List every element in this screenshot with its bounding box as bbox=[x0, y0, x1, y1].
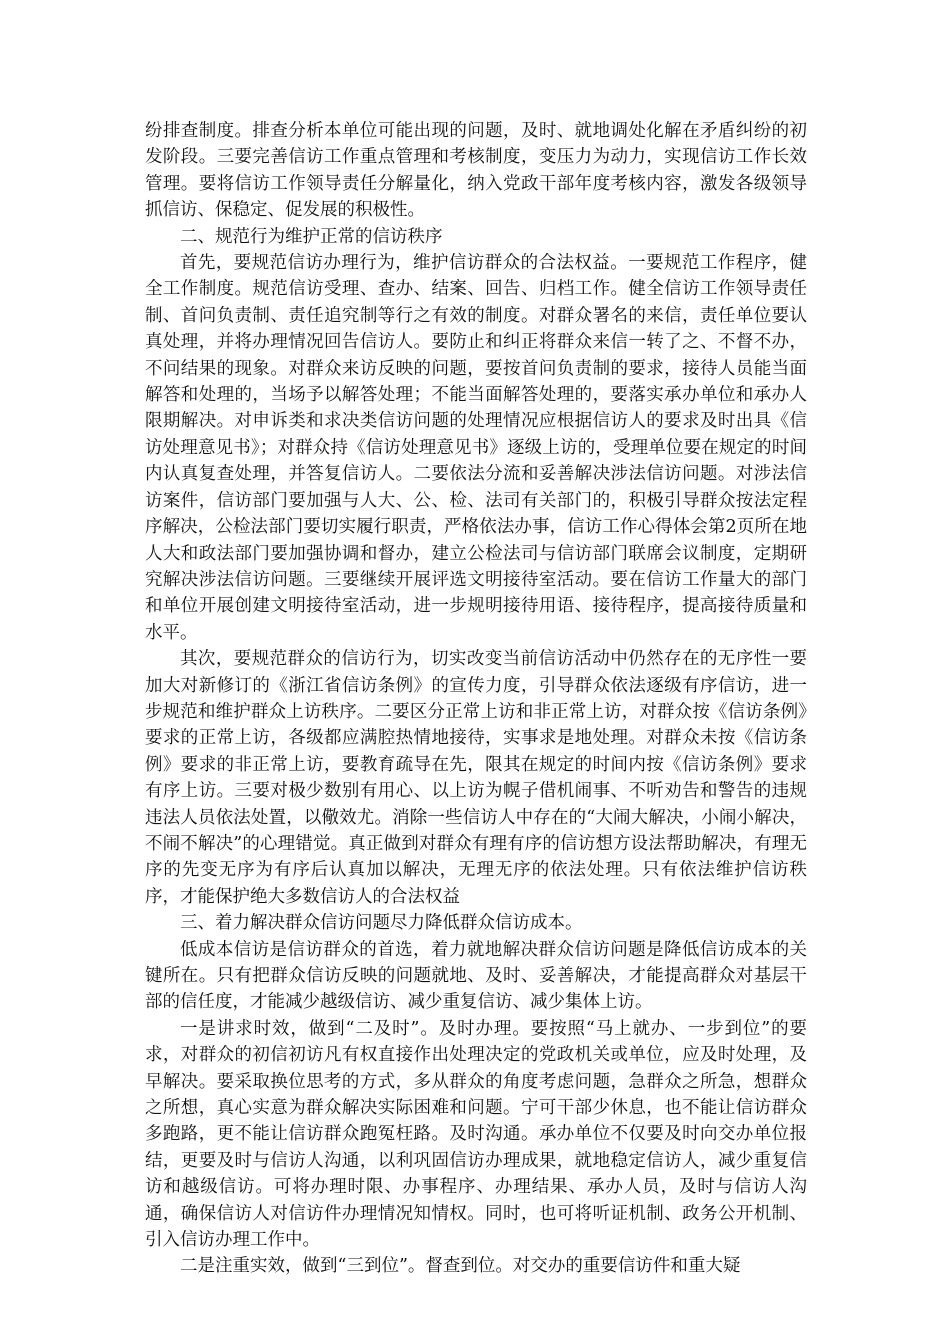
paragraph-5: 一是讲求时效，做到“二及时”。及时办理。要按照“马上就办、一步到位”的要求，对群众的初信初访凡有权直接作出处理决定的党政机关或单位，应及时处理，及早解决。要采取换位思考的方式，多从群众的角度考虑问题，急群众之所急，想群众之所想，真心实意为群众解决实际困难和问题。宁可干部少休息，也不能让信访群众多跑路，更不能让信访群众跑冤枉路。及时沟通。承办单位不仅要及时向交办单位报结，更要及时与信访人沟通，以利巩固信访办理成果，就地稳定信访人，减少重复信访和越级信访。可将办理时限、办事程序、办理结果、承办人员，及时与信访人沟通，确保信访人对信访件办理情况知情权。同时，也可将听证机制、政务公开机制、引入信访办理工作中。 bbox=[145, 1018, 807, 1251]
paragraph-2: 首先，要规范信访办理行为，维护信访群众的合法权益。一要规范工作程序，健全工作制度。规范信访受理、查办、结案、回告、归档工作。健全信访工作领导责任制、首问负责制、责任追究制等行之有效的制度。对群众署名的来信，责任单位要认真处理，并将办理情况回告信访人。要防止和纠正将群众来信一转了之、不督不办，不问结果的现象。对群众来访反映的问题，要按首问负责制的要求，接待人员能当面解答和处理的，当场予以解答处理；不能当面解答处理的，要落实承办单位和承办人限期解决。对申诉类和求决类信访问题的处理情况应根据信访人的要求及时出具《信访处理意见书》；对群众持《信访处理意见书》逐级上访的，受理单位要在规定的时间内认真复查处理，并答复信访人。二要依法分流和妥善解决涉法信访问题。对涉法信访案件，信访部门要加强与人大、公、检、法司有关部门的，积极引导群众按法定程序解决，公检法部门要切实履行职责，严格依法办事，信访工作心得体会第2页所在地人大和政法部门要加强协调和督办，建立公检法司与信访部门联席会议制度，定期研究解决涉法信访问题。三要继续开展评选文明接待室活动。要在信访工作量大的部门和单位开展创建文明接待室活动，进一步规明接待用语、接待程序，提高接待质量和水平。 bbox=[145, 253, 807, 643]
paragraph-3: 其次，要规范群众的信访行为，切实改变当前信访活动中仍然存在的无序性一要加大对新修订的《浙江省信访条例》的宣传力度，引导群众依法逐级有序信访，进一步规范和维护群众上访秩序。二要区分正常上访和非正常上访，对群众按《信访条例》要求的正常上访，各级都应满腔热情地接待，实事求是地处理。对群众未按《信访条例》要求的非正常上访，要教育疏导在先，限其在规定的时间内按《信访条例》要求有序上访。三要对极少数别有用心、以上访为幌子借机闹事、不听劝告和警告的违规违法人员依法处置，以儆效尤。消除一些信访人中存在的“大闹大解决，小闹小解决，不闹不解决”的心理错觉。真正做到对群众有理有序的信访想方设法帮助解决，有理无序的先变无序为有序后认真加以解决，无理无序的依法处理。只有依法维护信访秩序，才能保护绝大多数信访人的合法权益 bbox=[145, 649, 807, 907]
paragraph-6: 二是注重实效，做到“三到位”。督查到位。对交办的重要信访件和重大疑 bbox=[180, 1256, 741, 1277]
paragraph-1: 纷排查制度。排查分析本单位可能出现的问题，及时、就地调处化解在矛盾纠纷的初发阶段。三要完善信访工作重点管理和考核制度，变压力为动力，实现信访工作长效管理。要将信访工作领导责任分解量化，纳入党政干部年度考核内容，激发各级领导抓信访、保稳定、促发展的积极性。 bbox=[145, 121, 807, 221]
section-heading-3: 三、着力解决群众信访问题尽力降低群众信访成本。 bbox=[180, 913, 583, 934]
document-page bbox=[145, 118, 807, 1280]
paragraph-4: 低成本信访是信访群众的首选，着力就地解决群众信访问题是降低信访成本的关键所在。只有把群众信访反映的问题就地、及时、妥善解决，才能提高群众对基层干部的信任度，才能减少越级信访、减少重复信访、减少集体上访。 bbox=[145, 939, 807, 1013]
section-heading-2: 二、规范行为维护正常的信访秩序 bbox=[180, 226, 443, 247]
